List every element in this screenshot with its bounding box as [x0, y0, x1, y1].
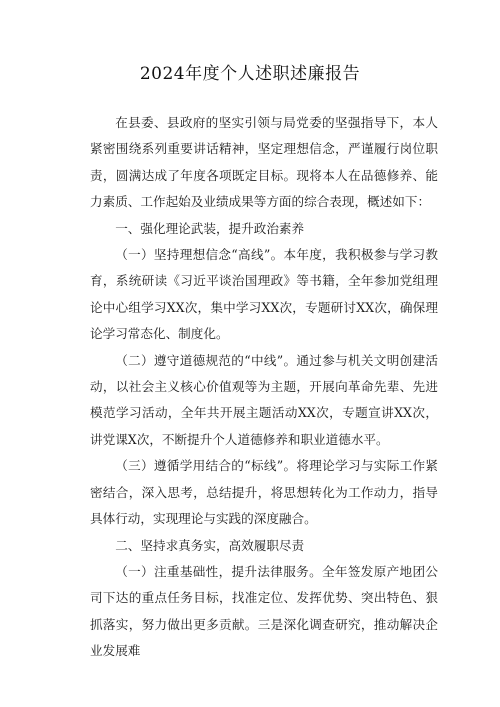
paragraph-1-2: （二）遵守道德规范的“中线”。通过参与机关文明创建活动，以社会主义核心价值观等为主题，开展向革命先辈、先进模范学习活动，全年共开展主题活动XX次，专题宣讲XX次，讲党课X次，不断提升个人道德修养和职业道德水平。 [90, 352, 438, 447]
document-body [90, 110, 438, 665]
paragraph-2-1: （一）注重基础性，提升法律服务。全年签发原产地团公司下达的重点任务目标，找准定位、发挥优势、突出特色、狠抓落实，努力做出更多贡献。三是深化调查研究，推动解决企业发展难 [90, 563, 438, 659]
section-heading-2: 二、坚持求真务实，高效履职尽责 [115, 537, 305, 553]
paragraph-1-1: （一）坚持理想信念“高线”。本年度，我积极参与学习教育，系统研读《习近平谈治国理政》等书籍，全年参加党组理论中心组学习XX次，集中学习XX次，专题研讨XX次，确保理论学习常态化、制度化。 [90, 247, 438, 342]
intro-paragraph: 在县委、县政府的坚实引领与局党委的坚强指导下，本人紧密围绕系列重要讲话精神，坚定理想信念，严谨履行岗位职责，圆满达成了年度各项既定目标。现将本人在品德修养、能力素质、工作起始及业绩成果等方面的综合表现，概述如下： [90, 115, 438, 210]
paragraph-1-3: （三）遵循学用结合的“标线”。将理论学习与实际工作紧密结合，深入思考，总结提升，将思想转化为工作动力，指导具体行动，实现理论与实践的深度融合。 [90, 458, 438, 527]
section-heading-1: 一、强化理论武装，提升政治素养 [115, 220, 305, 236]
document-title: 2024年度个人述职述廉报告 [139, 64, 361, 84]
